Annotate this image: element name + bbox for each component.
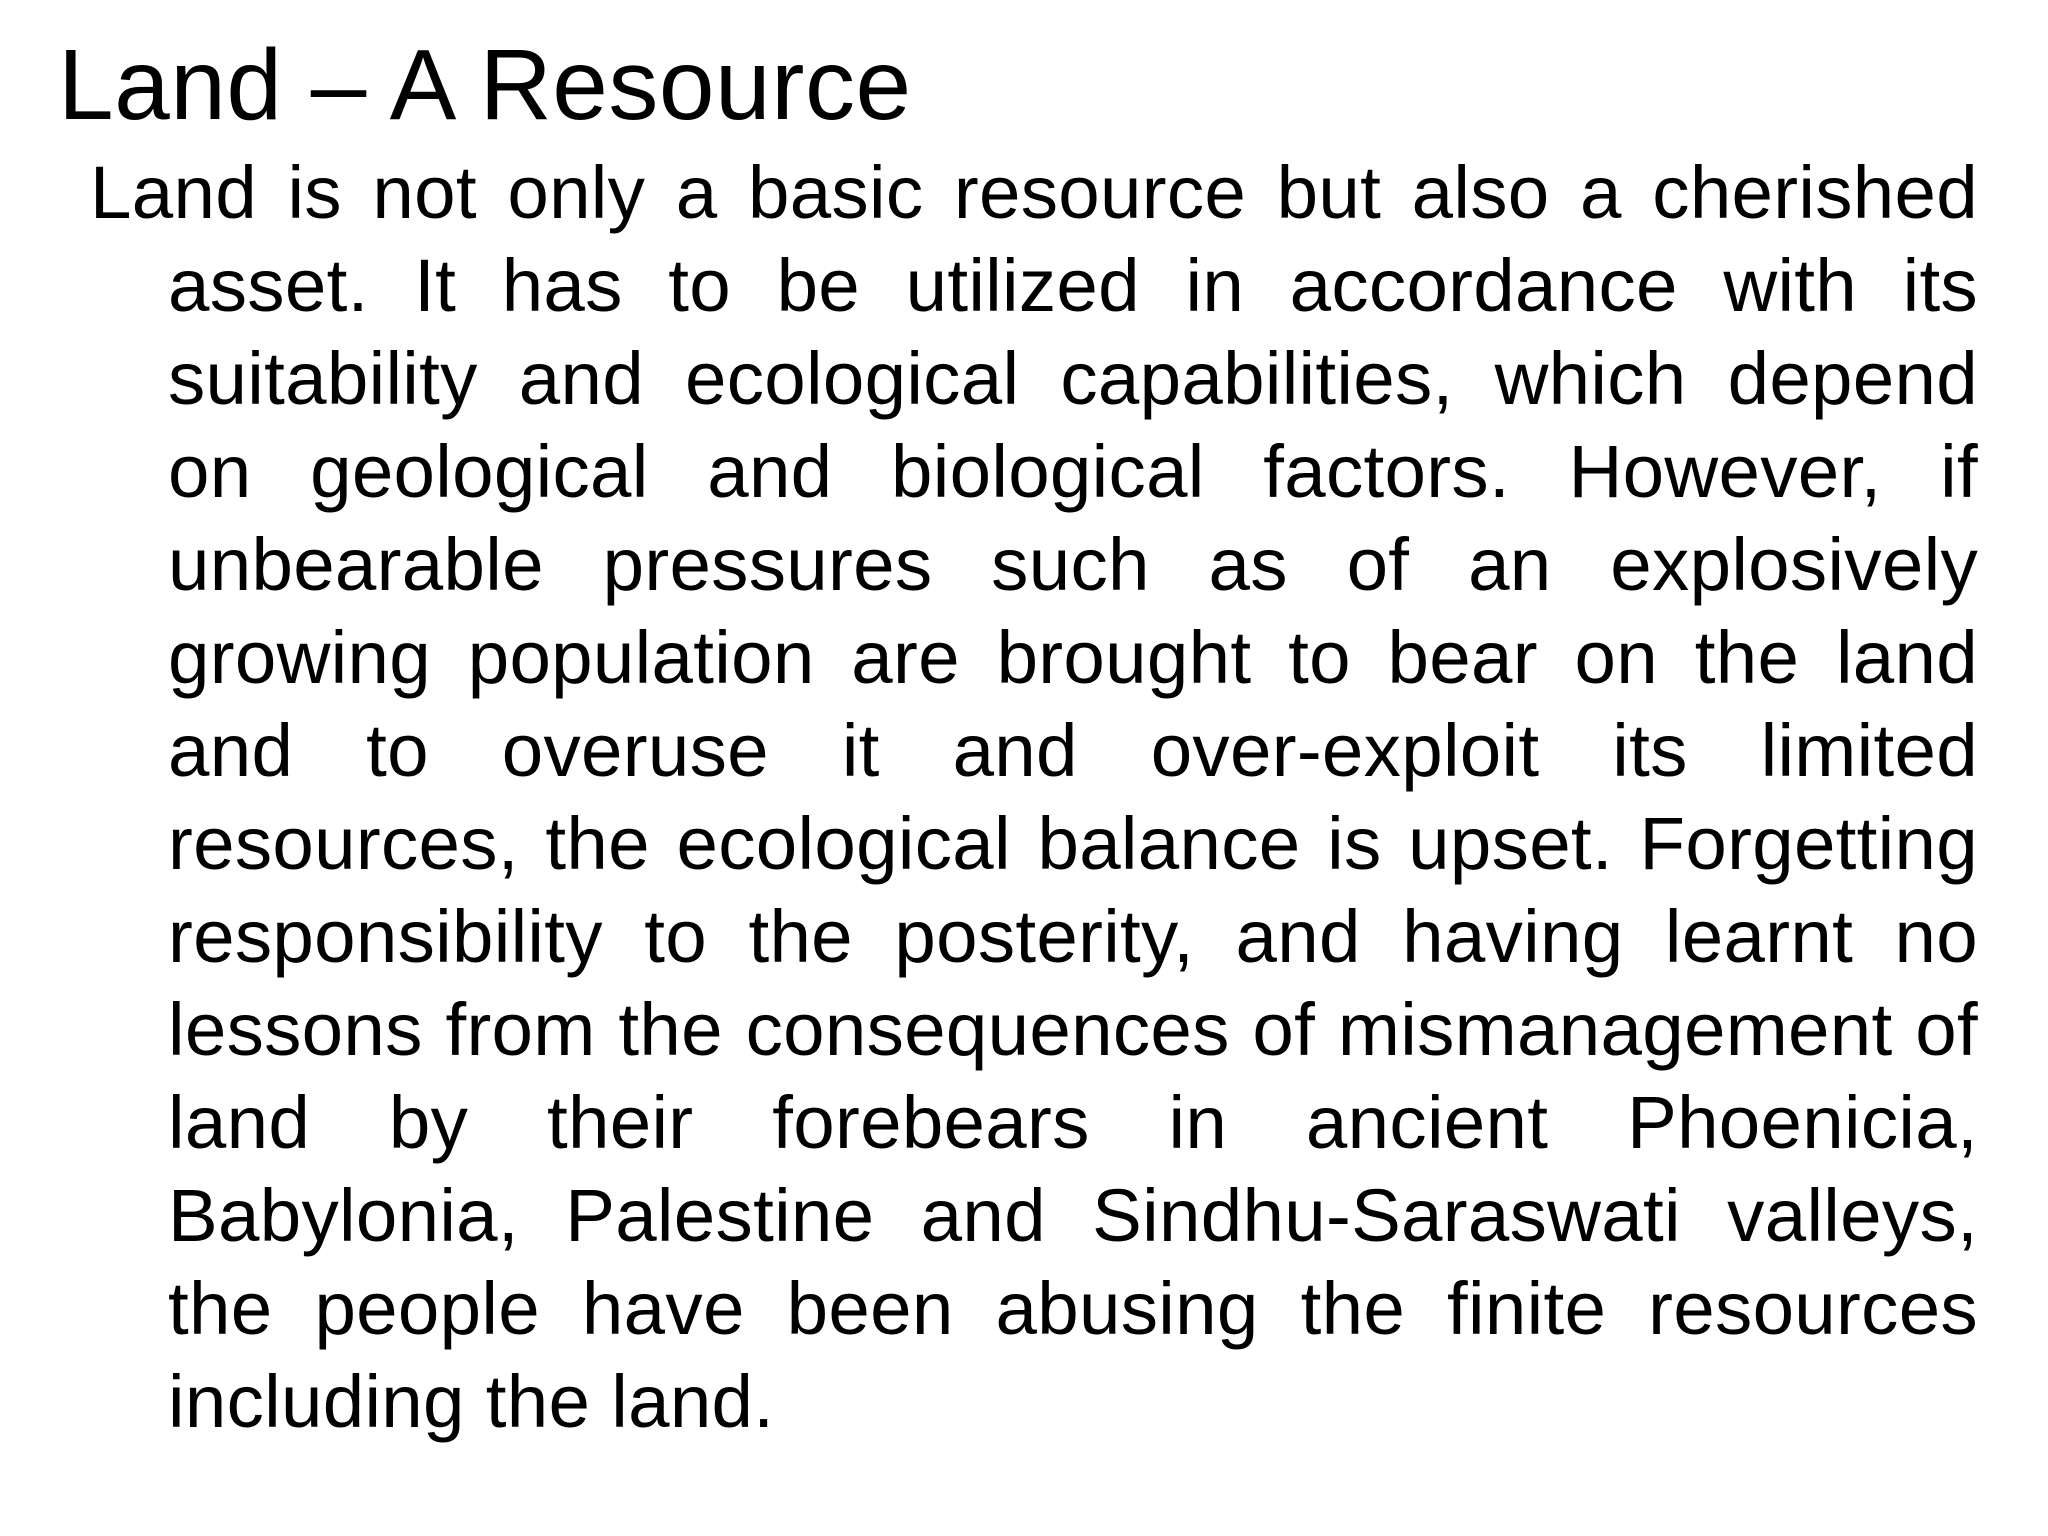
slide-title: Land – A Resource [58, 29, 912, 141]
slide-body-paragraph: Land is not only a basic resource but also a cherished asset. It has to be utilized in accordance with its suitability and ecological capabilities, which depend on geological and biological factors. However, if unbearable pressures such as of an explosively growing population are brought to bear on the land and to overuse it and over-exploit its limited resources, the ecological balance is upset. Forgetting responsibility to the posterity, and having learnt no lessons from the consequences of mismanagement of land by their forebears in ancient Phoenicia, Babylonia, Palestine and Sindhu-Saraswati valleys, the people have been abusing the finite resources including the land. [90, 151, 1978, 1443]
